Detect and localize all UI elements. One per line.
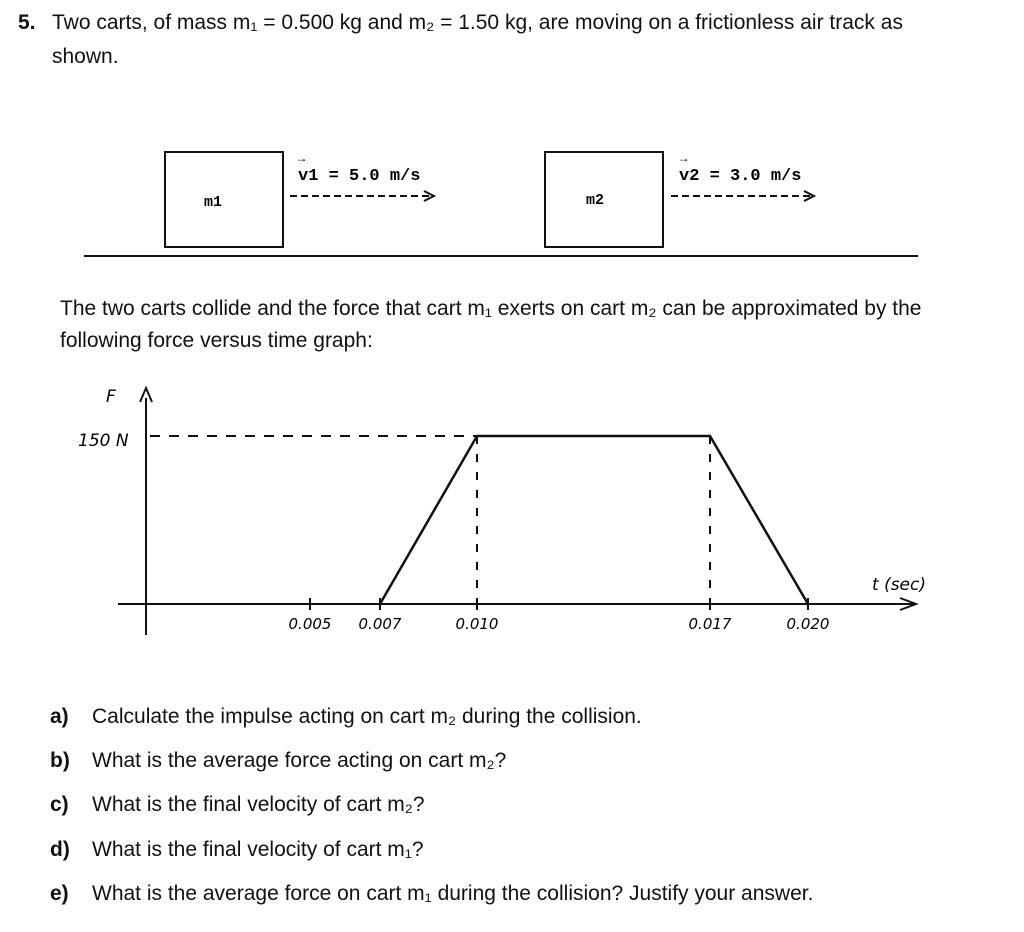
question-e: e) What is the average force on cart m₁ during the collision? Justify your answer.	[50, 882, 814, 905]
force-curve-series	[380, 436, 808, 604]
x-axis	[118, 598, 916, 610]
cart2-label: m2	[586, 192, 605, 209]
v1-label: v1 = 5.0 m/s	[298, 167, 421, 186]
x-tick-label-1: 0.007	[358, 615, 402, 633]
v2-label: v2 = 3.0 m/s	[679, 167, 802, 186]
problem-number: 5.	[18, 11, 36, 34]
v2-vector-arrow-icon: →	[680, 152, 688, 166]
question-a: a) Calculate the impulse acting on cart m₂ during the collision.	[50, 705, 642, 728]
collision-description	[60, 293, 1020, 357]
x-tick-label-4: 0.020	[786, 615, 830, 633]
v1-vector-arrow-icon: →	[298, 152, 306, 166]
problem-intro-line2: shown.	[52, 45, 119, 68]
x-tick-labels	[289, 615, 830, 633]
drop-lines	[477, 436, 710, 604]
question-c: c) What is the final velocity of cart m₂?	[50, 793, 425, 816]
y-tick-label: 150 N	[78, 431, 129, 451]
problem-intro	[52, 6, 1002, 74]
y-axis-label: F	[106, 387, 116, 407]
y-axis	[140, 388, 152, 635]
x-tick-label-0: 0.005	[288, 615, 332, 633]
cart-diagram	[0, 140, 1024, 270]
problem-intro-line1: Two carts, of mass m₁ = 0.500 kg and m₂ = 1.50 kg, are moving on a frictionless air track as	[52, 11, 903, 34]
force-time-graph	[0, 380, 1024, 650]
x-tick-label-3: 0.017	[688, 615, 732, 633]
x-axis-label: t (sec)	[872, 575, 926, 595]
cart1-box	[165, 152, 283, 247]
description-line1: The two carts collide and the force that cart m₁ exerts on cart m₂ can be approximated by the	[60, 297, 922, 320]
description-line2: following force versus time graph:	[60, 329, 373, 352]
cart1-label: m1	[204, 194, 223, 211]
question-b: b) What is the average force acting on cart m₂?	[50, 749, 507, 772]
question-d: d) What is the final velocity of cart m₁?	[50, 838, 424, 861]
x-tick-label-2: 0.010	[455, 615, 499, 633]
